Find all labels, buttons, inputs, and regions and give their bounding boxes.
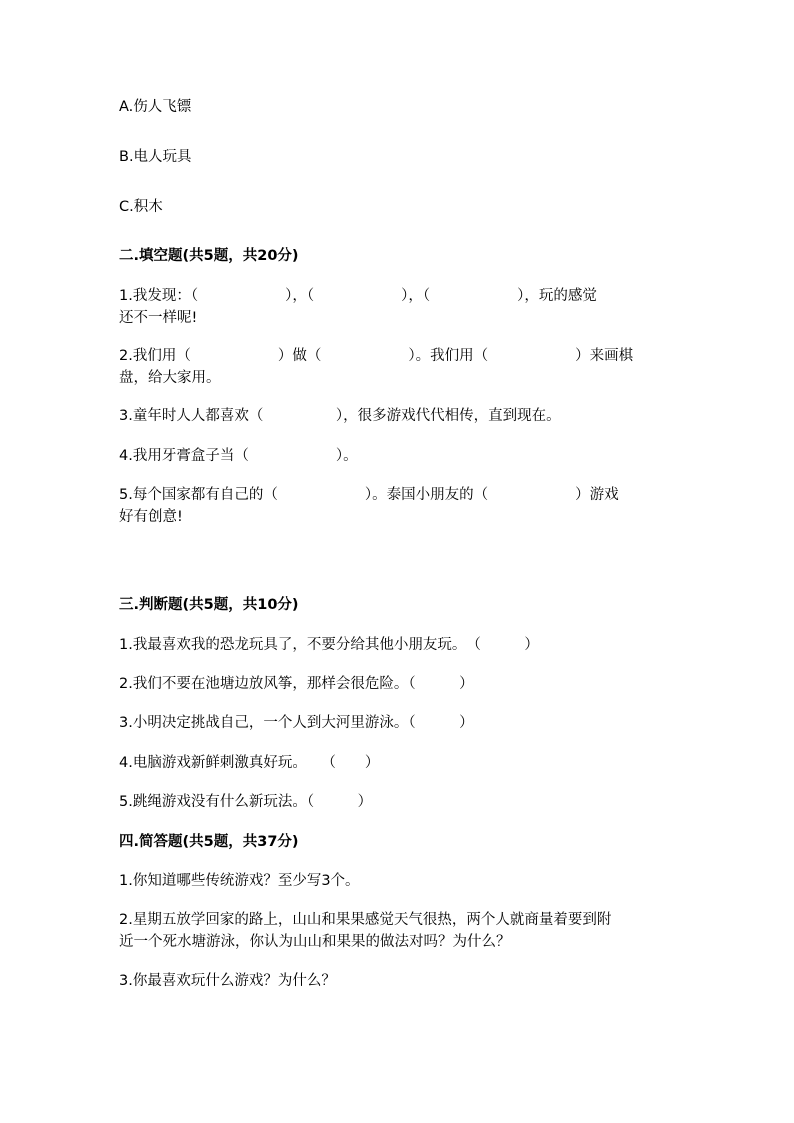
- true-false-item-3: 3.小明决定挑战自己，一个人到大河里游泳。（ ）: [119, 715, 474, 731]
- true-false-item-5: 5.跳绳游戏没有什么新玩法。（ ）: [119, 794, 373, 810]
- fill-blank-item-5-line2: 好有创意!: [119, 509, 183, 525]
- section-title-true-false: 三.判断题(共5题，共10分): [119, 597, 299, 613]
- fill-blank-item-2-line2: 盘，给大家用。: [119, 370, 221, 386]
- fill-blank-item-3: 3.童年时人人都喜欢（ ），很多游戏代代相传，直到现在。: [119, 408, 561, 424]
- option-b: B.电人玩具: [119, 149, 192, 165]
- fill-blank-item-1-line2: 还不一样呢!: [119, 310, 198, 326]
- fill-blank-item-1-line1: 1.我发现：（ ），（ ），（ ），玩的感觉: [119, 288, 597, 304]
- option-c: C.积木: [119, 199, 163, 215]
- short-answer-item-2-line2: 近一个死水塘游泳，你认为山山和果果的做法对吗？为什么？: [119, 934, 511, 950]
- section-title-short-answer: 四.简答题(共5题，共37分): [119, 834, 299, 850]
- fill-blank-item-2-line1: 2.我们用（ ）做（ ）。我们用（ ）来画棋: [119, 348, 634, 364]
- section-title-fill-blank: 二.填空题(共5题，共20分): [119, 248, 299, 264]
- fill-blank-item-5-line1: 5.每个国家都有自己的（ ）。泰国小朋友的（ ）游戏: [119, 487, 619, 503]
- short-answer-item-2-line1: 2.星期五放学回家的路上，山山和果果感觉天气很热，两个人就商量着要到附: [119, 912, 612, 928]
- short-answer-item-3: 3.你最喜欢玩什么游戏？为什么？: [119, 973, 336, 989]
- true-false-item-4: 4.电脑游戏新鲜刺激真好玩。 （ ）: [119, 755, 380, 771]
- true-false-item-2: 2.我们不要在池塘边放风筝，那样会很危险。（ ）: [119, 676, 474, 692]
- true-false-item-1: 1.我最喜欢我的恐龙玩具了，不要分给其他小朋友玩。 （ ）: [119, 637, 539, 653]
- option-a: A.伤人飞镖: [119, 99, 192, 115]
- fill-blank-item-4: 4.我用牙膏盒子当（ ）。: [119, 448, 358, 464]
- short-answer-item-1: 1.你知道哪些传统游戏？至少写3个。: [119, 873, 360, 889]
